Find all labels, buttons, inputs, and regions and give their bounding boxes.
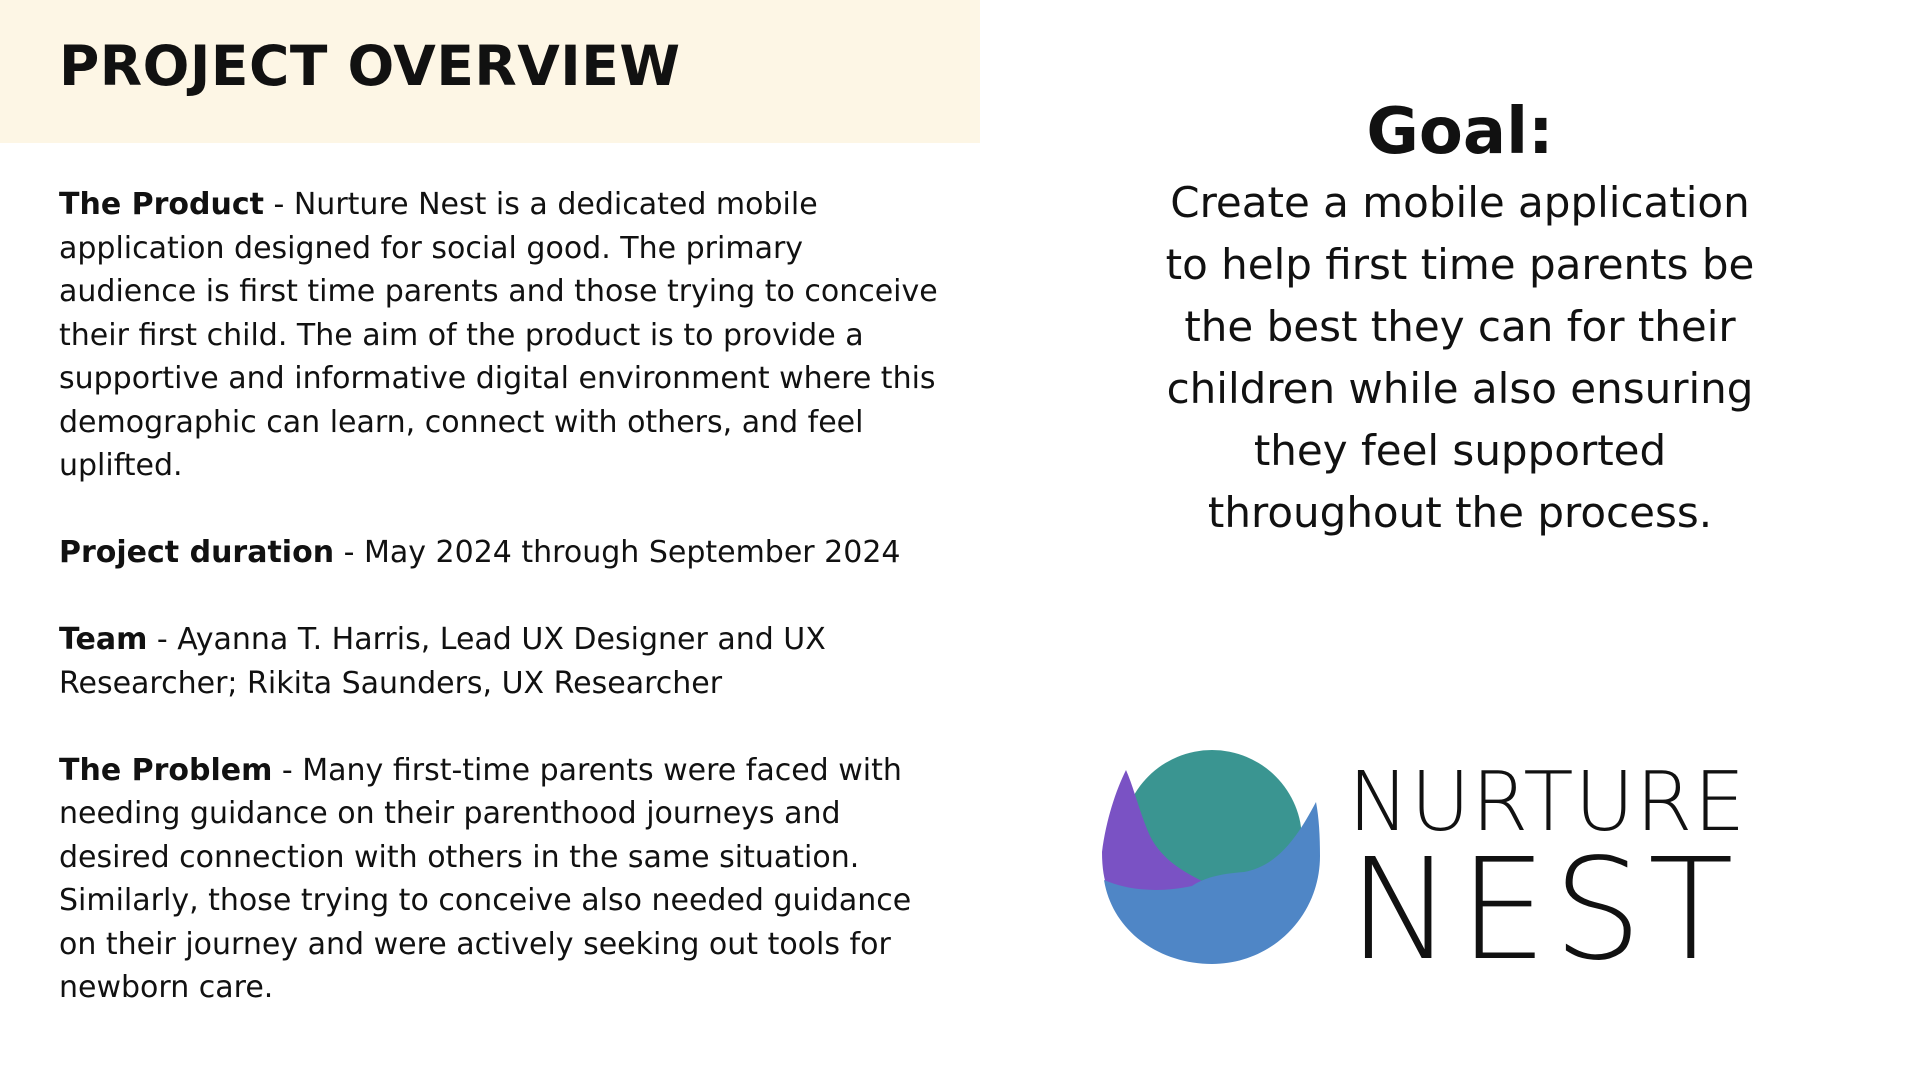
duration-label: Project duration [59, 535, 335, 570]
problem-label: The Problem [59, 752, 273, 788]
goal-text: Create a mobile application to help first time parents be the best they can for their children while also ensuring they feel supported throughout the process. [1165, 178, 1755, 537]
team-text: - Ayanna T. Harris, Lead UX Designer and UX Researcher; Rikita Saunders, UX Researcher [59, 622, 826, 701]
goal-panel [1120, 92, 1800, 544]
nurture-nest-logo [1100, 740, 1820, 992]
page-title: PROJECT OVERVIEW [59, 34, 681, 98]
product-label: The Product [59, 187, 264, 222]
logo-wordmark [1348, 755, 1820, 992]
duration-text: - May 2024 through September 2024 [334, 535, 901, 570]
goal-heading: Goal: [1366, 95, 1554, 169]
nest-logo-icon [1100, 740, 1325, 965]
duration-section [59, 531, 939, 575]
team-label: Team [59, 622, 148, 657]
team-section [59, 618, 939, 705]
logo-word-nest: NEST [1348, 829, 1740, 992]
overview-content [59, 183, 939, 1053]
problem-text: - Many first-time parents were faced with needing guidance on their parenthood journeys and desired connection with others in the same situation. Similarly, those trying to conceive also needed guidance on their journey and were actively seeking out tools for newborn care. [59, 752, 912, 1005]
product-section [59, 183, 939, 488]
product-text: - Nurture Nest is a dedicated mobile application designed for social good. The primary audience is first time parents and those trying to conceive their first child. The aim of the product is to provide a supportive and informative digital environment where this demographic can learn, connect with others, and feel uplifted. [59, 187, 938, 483]
problem-section [59, 749, 939, 1010]
logo-word-nurture: NURTURE [1348, 755, 1747, 850]
